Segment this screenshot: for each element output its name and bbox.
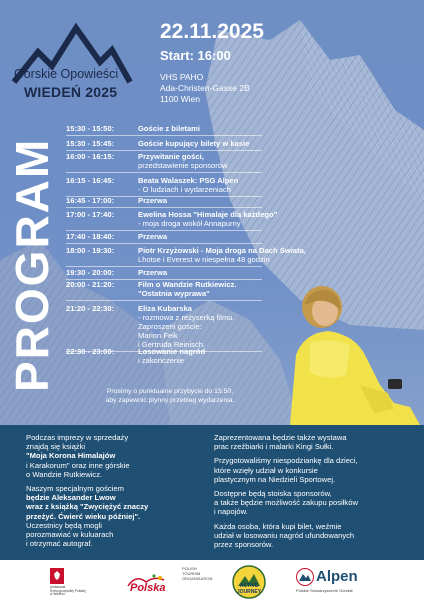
- schedule-divider: [66, 207, 262, 208]
- pto-line: POLISH: [182, 566, 197, 571]
- logo-title: Górskie Opowieści: [14, 67, 119, 81]
- schedule-activity: [138, 246, 306, 264]
- text-line: będzie Aleksander Lwow: [26, 493, 116, 503]
- schedule-divider: [66, 135, 262, 136]
- venue-city: 1100 Wien: [160, 94, 201, 104]
- schedule-time: 17:00 - 17:40:: [66, 210, 115, 219]
- schedule-divider: [66, 300, 262, 301]
- eagle-emblem-icon: [50, 568, 64, 584]
- active-journey-logo: [232, 564, 266, 605]
- special-guest-paragraph: [26, 484, 196, 548]
- sponsors-paragraph: [214, 489, 404, 517]
- schedule-divider: [66, 230, 262, 231]
- climber-photo: [270, 285, 424, 425]
- program-heading: PROGRAM: [6, 137, 58, 392]
- schedule-activity-line: Zaproszeni goście:: [138, 322, 202, 331]
- text-line: Naszym specjalnym gościem: [26, 484, 124, 494]
- embassy-line: Ambasada: [50, 585, 66, 589]
- venue-name: VHS PAHO: [160, 72, 204, 82]
- text-line: "Moja Korona Himalajów: [26, 451, 116, 461]
- embassy-logo: [50, 568, 86, 597]
- schedule-activity-line: Ewelina Hossa "Himalaje dla każdego": [138, 210, 278, 219]
- text-line: i napojów.: [214, 507, 248, 517]
- schedule-activity-line: Goście z biletami: [138, 124, 201, 133]
- text-line: znajdą się książki: [26, 442, 86, 452]
- schedule-time: 17:40 - 18:40:: [66, 232, 115, 241]
- info-right-column: [214, 433, 404, 554]
- schedule-activity-line: Marion Feik: [138, 331, 178, 340]
- schedule-activity: [138, 280, 236, 298]
- children-paragraph: [214, 456, 404, 484]
- schedule-activity-line: "Ostatnia wyprawa": [138, 289, 210, 298]
- text-line: o Wandzie Rutkiewicz.: [26, 469, 103, 479]
- text-line: Przygotowaliśmy niespodziankę dla dzieci,: [214, 456, 358, 466]
- text-line: Zaprezentowana będzie także wystawa: [214, 433, 347, 442]
- text-line: i otrzymać autograf.: [26, 539, 93, 549]
- schedule-activity-line: przedstawienie sponsorów: [138, 161, 228, 170]
- schedule-activity: [138, 304, 235, 349]
- schedule-activity: [138, 268, 167, 277]
- schedule-time: 21:20 - 22:30:: [66, 304, 115, 313]
- text-line: Uczestnicy będą mogli: [26, 520, 102, 530]
- text-line: przez sponsorów.: [214, 540, 274, 550]
- schedule-activity-line: Film o Wandzie Rutkiewicz.: [138, 280, 237, 289]
- pto-logo: [182, 566, 212, 581]
- pto-line: TOURISM: [182, 571, 201, 576]
- schedule-divider: [66, 172, 262, 173]
- logo-subtitle: WIEDEŃ 2025: [24, 84, 118, 100]
- text-line: Dostępne będą stoiska sponsorów,: [214, 489, 332, 499]
- info-left-column: [26, 433, 196, 553]
- alpen-emblem-icon: [296, 568, 314, 586]
- exhibition-paragraph: [214, 433, 404, 451]
- schedule-activity: [138, 124, 200, 133]
- schedule-activity-line: Przerwa: [138, 268, 168, 277]
- text-line: prac rzeźbiarki i malarki Kingi Sułki.: [214, 442, 334, 452]
- footnote-line: aby zapewnić płynny przebieg wydarzenia.: [105, 397, 235, 404]
- event-start-time: Start: 16:00: [160, 48, 231, 63]
- info-section: [0, 425, 424, 560]
- alpen-logo: [296, 568, 358, 593]
- schedule-activity-line: Przerwa: [138, 232, 168, 241]
- schedule-time: 22:30 - 23:00:: [66, 347, 115, 356]
- embassy-line: w Wiedniu: [50, 592, 65, 597]
- schedule-activity-line: Piotr Krzyżowski - Moja droga na Dach Świata,: [138, 246, 306, 255]
- text-line: przeżyć. Ćwierć wieku później".: [26, 511, 141, 521]
- active-line: JOURNEY: [236, 588, 262, 595]
- polska-text: Polska: [130, 582, 166, 594]
- schedule-activity-line: Goście kupujący bilety w kasie: [138, 139, 250, 148]
- schedule-activity-line: i zakończenie: [138, 356, 185, 365]
- text-line: porozmawiać w kuluarach: [26, 530, 114, 540]
- text-line: Podczas imprezy w sprzedaży: [26, 433, 129, 442]
- schedule-activity: [138, 196, 167, 205]
- books-paragraph: [26, 433, 196, 479]
- schedule-activity: [138, 139, 249, 148]
- schedule-divider: [66, 150, 262, 151]
- schedule-activity-line: - moja droga wokół Annapurny: [138, 219, 241, 228]
- schedule-activity: [138, 152, 228, 170]
- footnote-line: Prosimy o punktualne przybycie do 15:50,: [106, 388, 234, 395]
- alpen-subtext: Polskie Stowarzyszenie Górskie: [296, 588, 353, 593]
- schedule-time: 18:00 - 19:30:: [66, 246, 115, 255]
- schedule-activity-line: - O ludziach i wydarzeniach: [138, 185, 231, 194]
- schedule-divider: [66, 243, 262, 244]
- schedule-divider: [66, 266, 262, 267]
- text-line: wraz z książką "Zwyciężyć znaczy: [26, 502, 149, 512]
- text-line: plastycznym na Niedzieli Sportowej.: [214, 474, 336, 484]
- schedule-activity-line: Lhotse i Everest w niespełna 48 godzin: [138, 255, 270, 264]
- schedule-activity-line: Przywitanie gości,: [138, 152, 204, 161]
- lottery-paragraph: [214, 522, 404, 550]
- punctuality-note: [50, 387, 290, 405]
- text-line: które wzięły udział w konkursie: [214, 465, 318, 475]
- schedule-activity-line: Eliza Kubarska: [138, 304, 193, 313]
- schedule-time: 19:30 - 20:00:: [66, 268, 115, 277]
- schedule-time: 16:00 - 16:15:: [66, 152, 115, 161]
- schedule-time: 15:30 - 15:50:: [66, 124, 115, 133]
- schedule-activity: [138, 176, 238, 194]
- schedule-activity: [138, 347, 205, 365]
- schedule-activity-line: Losowanie nagród: [138, 347, 206, 356]
- schedule-activity-line: - rozmowa z reżyserką filmu.: [138, 313, 235, 322]
- schedule-time: 16:15 - 16:45:: [66, 176, 115, 185]
- pto-line: ORGANISATION: [182, 576, 213, 581]
- schedule-activity-line: Beata Walaszek: PSG Alpen: [138, 176, 239, 185]
- text-line: Każda osoba, która kupi bilet, weźmie: [214, 521, 342, 531]
- text-line: a także będzie możliwość zakupu posiłków: [214, 498, 358, 508]
- alpen-text: Alpen: [316, 568, 358, 585]
- venue-address: [160, 72, 250, 105]
- schedule-activity-line: Przerwa: [138, 196, 168, 205]
- polska-logo: [124, 572, 172, 599]
- schedule-time: 20:00 - 21:20:: [66, 280, 115, 289]
- schedule-time: 16:45 - 17:00:: [66, 196, 115, 205]
- text-line: i Karakorum" oraz inne górskie: [26, 460, 130, 470]
- embassy-line: Rzeczypospolitej Polskiej: [50, 588, 86, 593]
- schedule-time: 15:30 - 15:45:: [66, 139, 115, 148]
- text-line: udział w losowaniu nagród ufundowanych: [214, 530, 355, 540]
- event-date: 22.11.2025: [160, 20, 264, 43]
- schedule-activity-line: i Gertruda Reinisch.: [138, 340, 206, 349]
- active-journey-text: [234, 584, 264, 595]
- active-line: ACTIVE: [239, 583, 259, 589]
- schedule-activity: [138, 232, 167, 241]
- sponsor-logos: [0, 560, 424, 605]
- schedule-activity: [138, 210, 277, 228]
- venue-street: Ada-Christen-Gasse 2B: [160, 83, 250, 93]
